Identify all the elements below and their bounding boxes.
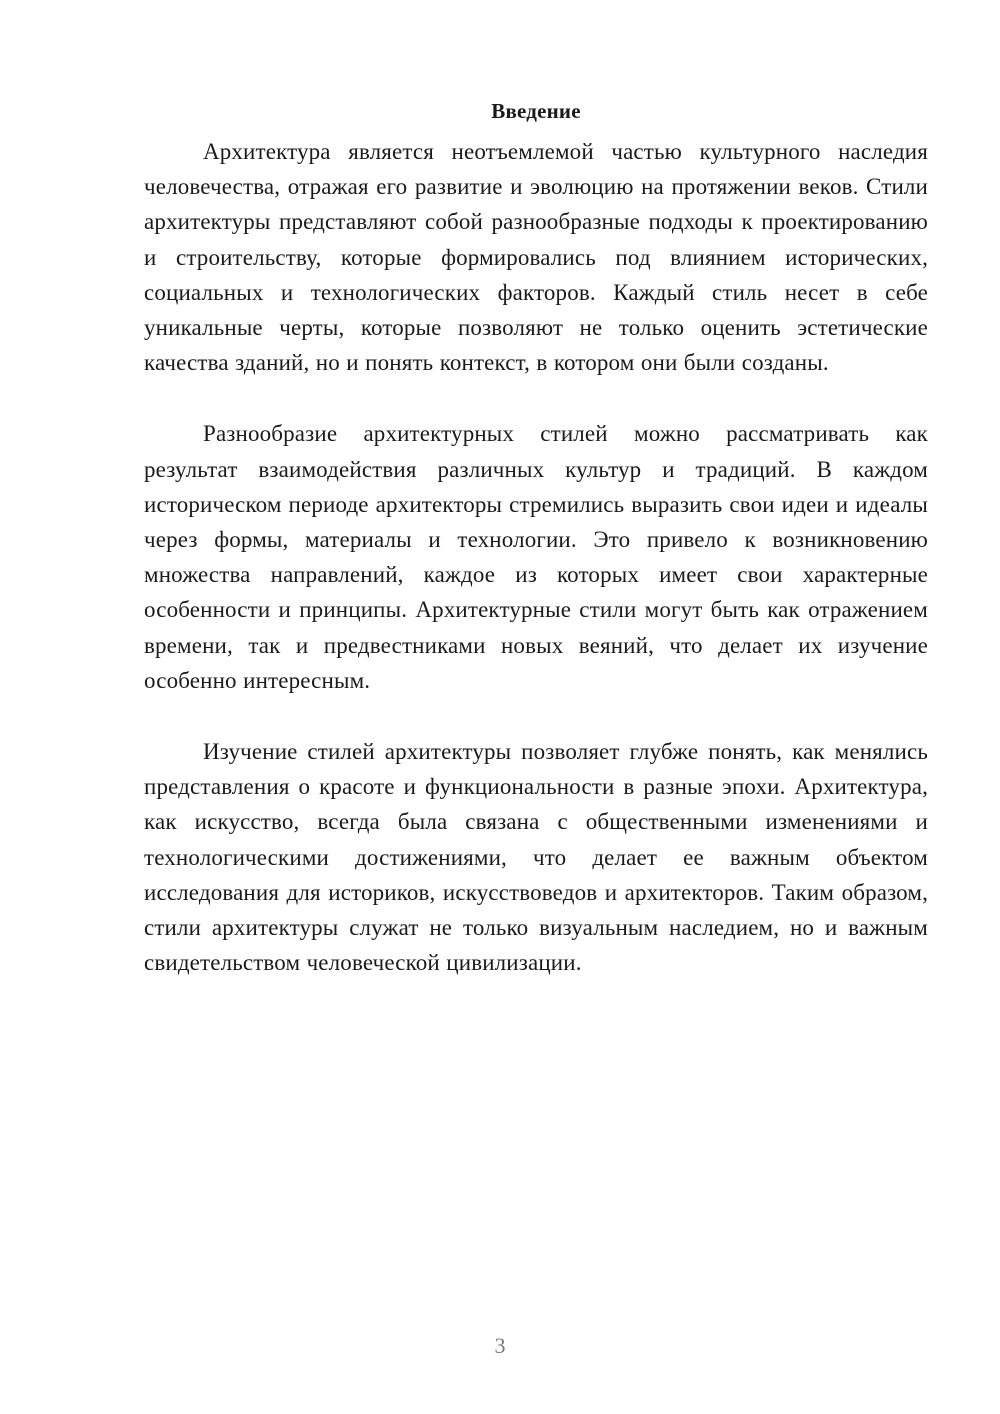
document-body (144, 94, 928, 1016)
section-title: Введение (491, 99, 581, 123)
paragraph-1: Архитектура является неотъемлемой частью культурного наследия человечества, отражая его развитие и эволюцию на протяжении веков. Стили архитектуры представляют собой разнообразные подходы к проектированию и строительству, которые формировались под влиянием исторических, социальных и технологических факторов. Каждый стиль несет в себе уникальные черты, которые позволяют не только оценить эстетические качества зданий, но и понять контекст, в котором они были созданы. (144, 139, 928, 376)
paragraph-2: Разнообразие архитектурных стилей можно рассматривать как результат взаимодействия различных культур и традиций. В каждом историческом периоде архитекторы стремились выразить свои идеи и идеалы через формы, материалы и технологии. Это привело к возникновению множества направлений, каждое из которых имеет свои характерные особенности и принципы. Архитектурные стили могут быть как отражением времени, так и предвестниками новых веяний, что делает их изучение особенно интересным. (144, 421, 928, 693)
page-number: 3 (494, 1333, 506, 1358)
paragraph-3: Изучение стилей архитектуры позволяет глубже понять, как менялись представления о красоте и функциональности в разные эпохи. Архитектура, как искусство, всегда была связана с общественными изменениями и технологическими достижениями, что делает ее важным объектом исследования для историков, искусствоведов и архитекторов. Таким образом, стили архитектуры служат не только визуальным наследием, но и важным свидетельством человеческой цивилизации. (144, 739, 928, 976)
